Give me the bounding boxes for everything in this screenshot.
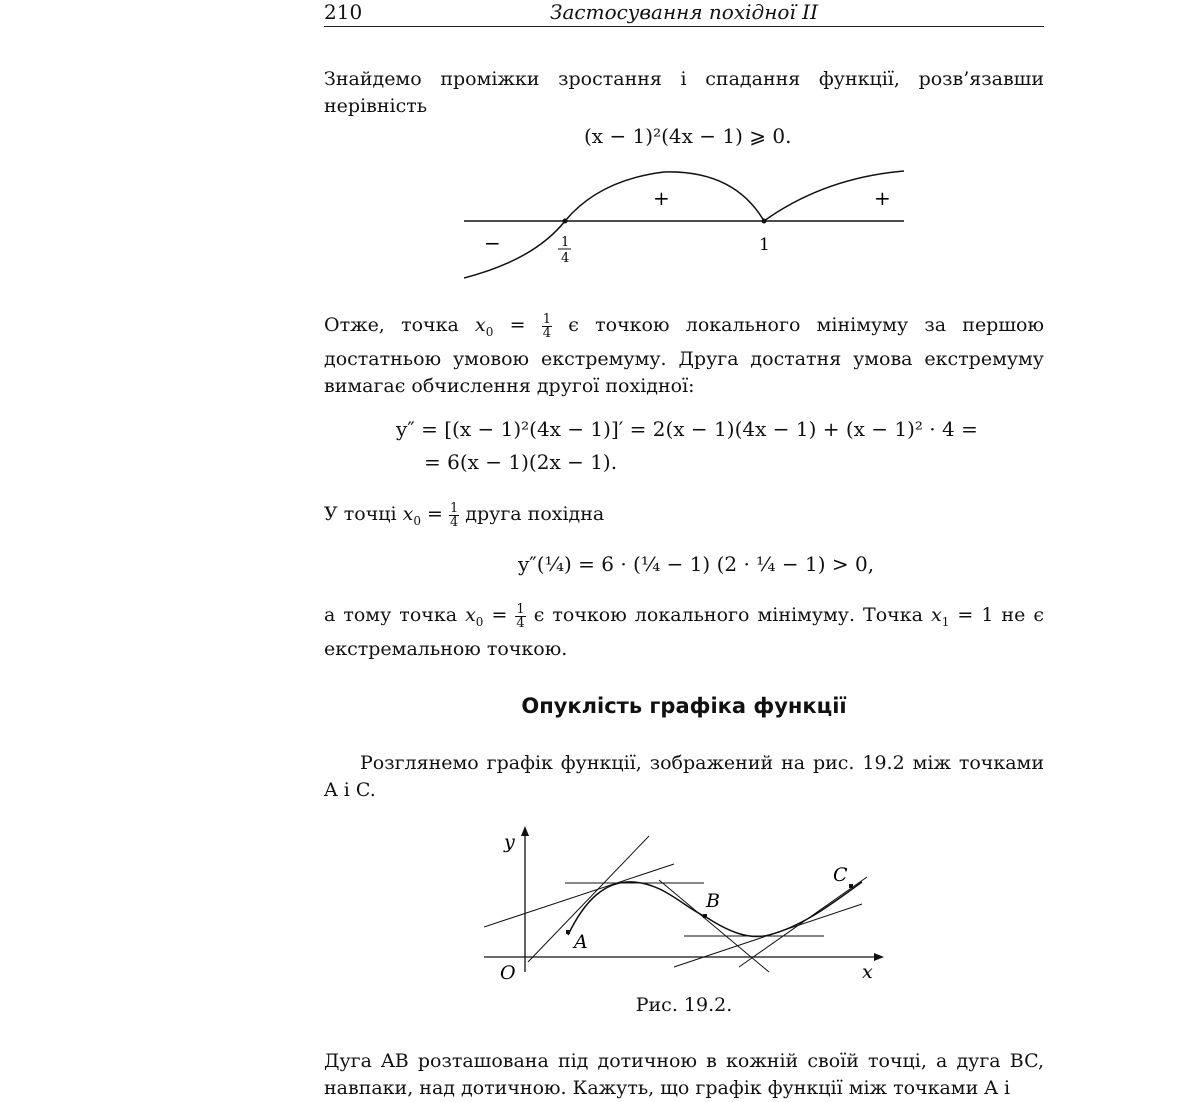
- figure-19-2: [484, 822, 884, 987]
- paragraph-1: Знайдемо проміжки зростання і спадання функції, розв’язавши нерівність: [324, 68, 1044, 117]
- sign-curve-left: [464, 172, 764, 278]
- tangent-steep-left: [528, 836, 649, 962]
- point-one: [762, 219, 767, 224]
- second-derivative-value: y″(¼) = 6 · (¼ − 1) (2 · ¼ − 1) > 0,: [518, 552, 875, 576]
- c-label: C: [833, 864, 848, 886]
- paragraph-6: Дуга AB розташована під дотичною в кожній своїй точці, а дуга BC, навпаки, над дотичною. Кажуть, що графік функції між точками A і: [324, 1050, 1044, 1099]
- paragraph-5: Розглянемо графік функції, зображений на рис. 19.2 між точками A і C.: [324, 752, 1044, 801]
- plus-sign-2: +: [874, 186, 891, 210]
- tangent-at-c: [739, 877, 867, 967]
- derivative-line-1: y″ = [(x − 1)²(4x − 1)]′ = 2(x − 1)(4x − 1) + (x − 1)² · 4 =: [396, 417, 978, 441]
- quarter-numerator: 1: [561, 235, 570, 250]
- quarter-denominator: 4: [561, 251, 570, 266]
- tangent-shallow-left: [484, 864, 674, 927]
- y-label: y: [504, 831, 515, 853]
- b-label: B: [706, 890, 720, 912]
- sign-chart: [464, 160, 914, 285]
- point-a: [566, 930, 570, 934]
- derivative-line-2: = 6(x − 1)(2x − 1).: [424, 450, 618, 474]
- point-quarter: [563, 219, 568, 224]
- inequality: (x − 1)²(4x − 1) ⩾ 0.: [584, 124, 792, 148]
- point-c: [849, 884, 853, 888]
- plus-sign-1: +: [653, 186, 670, 210]
- minus-sign: −: [484, 231, 501, 255]
- a-label: A: [574, 931, 588, 953]
- paragraph-2: Отже, точка $x_0$ = $\frac{1}{4}$ є точкою локального мінімуму за першою достатньою умовою екстремуму. Друга достатня умова екстремуму вимагає обчислення другої похідної:: [324, 311, 1044, 397]
- x-label: x: [862, 961, 873, 983]
- section-title: Опуклість графіка функції: [521, 694, 847, 718]
- figure-caption: Рис. 19.2.: [635, 994, 733, 1016]
- running-title: Застосування похідної II: [550, 0, 818, 24]
- paragraph-3: У точці $x_0$ = $\frac{1}{4}$ друга похідна: [324, 500, 605, 530]
- page-number: 210: [324, 0, 363, 24]
- origin-label: O: [500, 962, 516, 984]
- one-label: 1: [759, 235, 770, 255]
- paragraph-4: а тому точка $x_0$ = $\frac{1}{4}$ є точкою локального мінімуму. Точка $x_1 = 1$ не є екстремальною точкою.: [324, 601, 1045, 660]
- running-head: [324, 0, 1044, 27]
- point-b: [703, 914, 707, 918]
